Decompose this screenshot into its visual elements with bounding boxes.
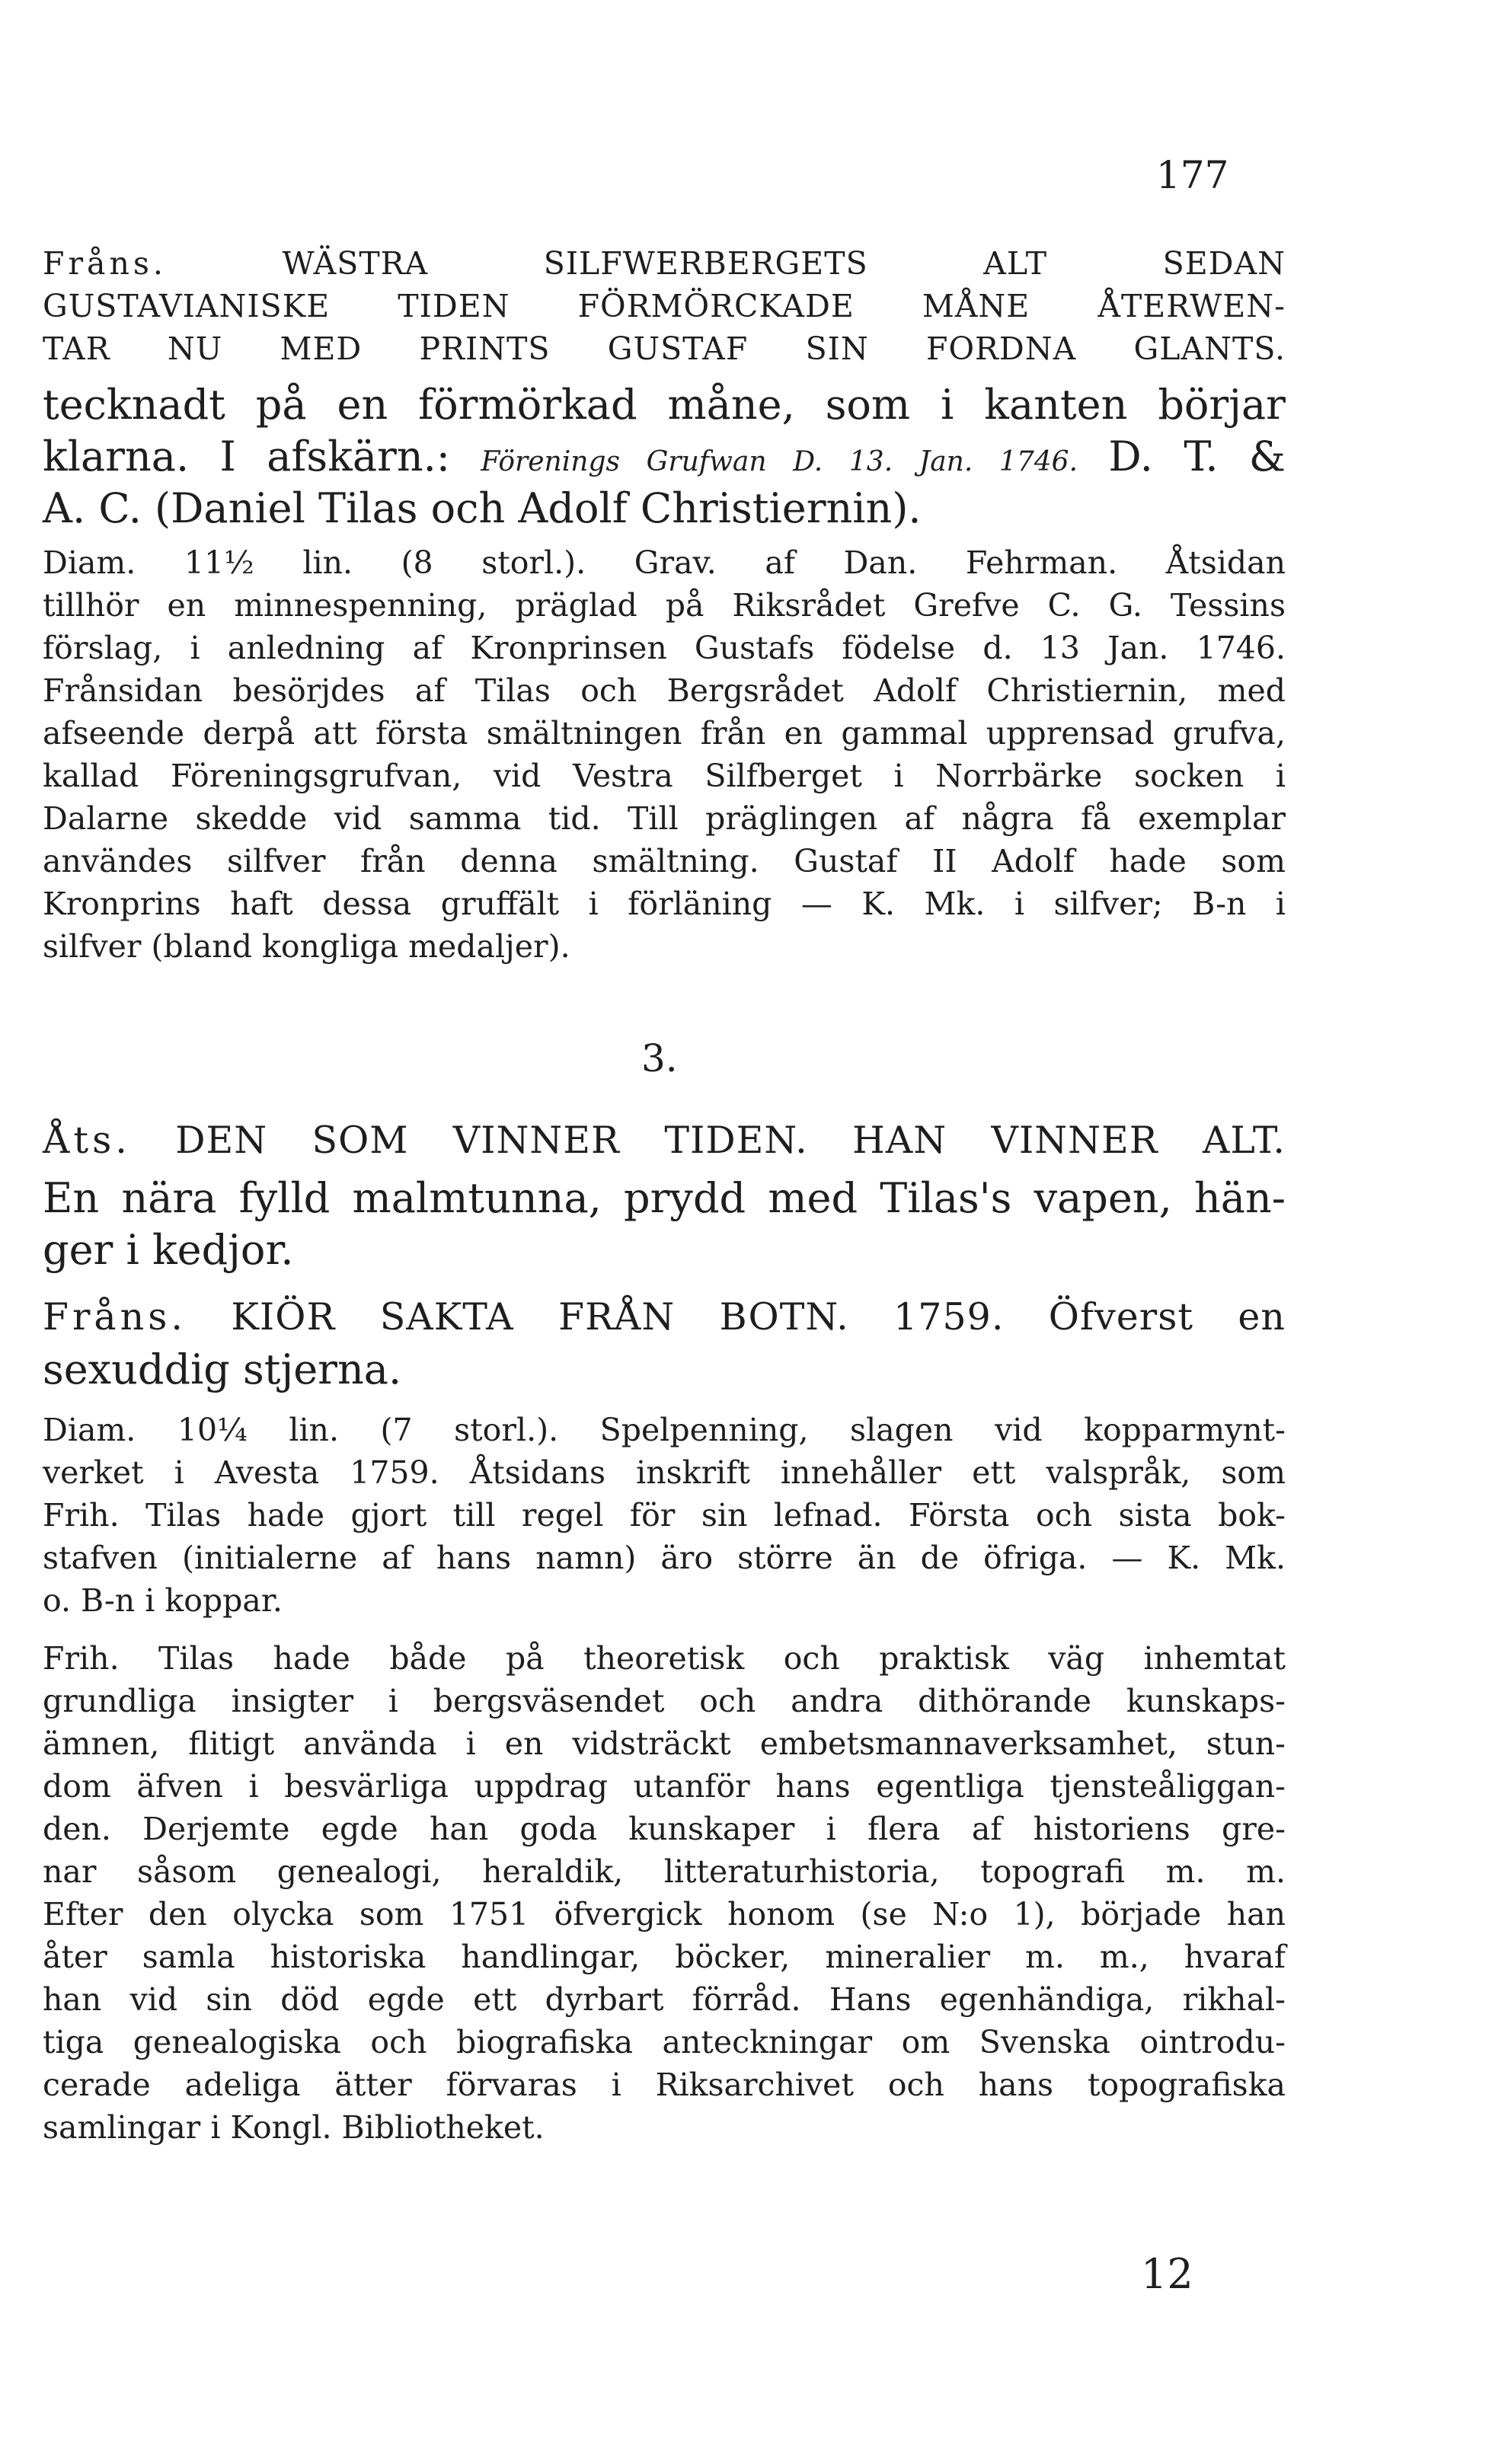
- exergue-inscription: Förenings Grufwan D. 13. Jan. 1746.: [481, 446, 1078, 477]
- exergue-label: klarna. I afskärn.:: [43, 432, 481, 480]
- note-line: användes silfver från denna smältning. Gustaf II Adolf hade som: [43, 843, 1286, 879]
- biography-line: ämnen, flitigt använda i en vidsträckt embetsmannaverksamhet, stun-: [43, 1725, 1286, 1762]
- biography-line: Frih. Tilas hade både på theoretisk och praktisk väg inhemtat: [43, 1640, 1286, 1677]
- biography-line: den. Derjemte egde han goda kunskaper i flera af historiens gre-: [43, 1811, 1286, 1847]
- reverse-description-line: sexuddig stjerna.: [43, 1345, 402, 1393]
- signature-mark: 12: [1141, 2250, 1193, 2298]
- initials-continued: A. C.: [43, 484, 142, 532]
- note-line: Frånsidan besörjdes af Tilas och Bergsrådet Adolf Christiernin, med: [43, 672, 1286, 709]
- obverse-description-line-2: ger i kedjor.: [43, 1226, 294, 1274]
- biography-line: nar såsom genealogi, heraldik, litteraturhistoria, topografi m. m.: [43, 1853, 1286, 1890]
- reverse-legend-line-1: [43, 242, 1286, 285]
- note-line: Diam. 11½ lin. (8 storl.). Grav. af Dan. Fehrman. Åtsidan: [43, 544, 1286, 581]
- biography-line: grundliga insigter i bergsväsendet och andra dithörande kunskaps-: [43, 1683, 1286, 1719]
- biography-line: åter samla historiska handlingar, böcker, mineralier m. m., hvaraf: [43, 1939, 1286, 1975]
- note-line: verket i Avesta 1759. Åtsidans inskrift innehåller ett valspråk, som: [43, 1454, 1286, 1491]
- biography-line: tiga genealogiska och biografiska anteckningar om Svenska ointrodu-: [43, 2024, 1286, 2060]
- reverse-legend-text-1: WÄSTRA SILFWERBERGETS ALT SEDAN: [166, 245, 1286, 282]
- obverse-legend-line: [43, 1116, 1286, 1166]
- reverse-description-line-3: [43, 483, 1286, 535]
- reverse-legend-line: [43, 1292, 1286, 1342]
- biography-line: cerade adeliga ätter förvaras i Riksarchivet och hans topografiska: [43, 2067, 1286, 2103]
- note-line: stafven (initialerne af hans namn) äro större än de öfriga. — K. Mk.: [43, 1540, 1286, 1576]
- section-number: 3.: [641, 1036, 678, 1080]
- names-text: (Daniel Tilas och Adolf Christiernin).: [141, 484, 922, 532]
- note-line: Kronprins haft dessa gruffält i förläning — K. Mk. i silfver; B-n i: [43, 886, 1286, 922]
- note-line: förslag, i anledning af Kronprinsen Gustafs födelse d. 13 Jan. 1746.: [43, 630, 1286, 666]
- biography-line: Efter den olycka som 1751 öfvergick honom (se N:o 1), började han: [43, 1896, 1286, 1933]
- biography-line: han vid sin död egde ett dyrbart förråd. Hans egenhändiga, rikhal-: [43, 1981, 1286, 2018]
- biography-line: dom äfven i besvärliga uppdrag utanför hans egentliga tjensteåliggan-: [43, 1768, 1286, 1805]
- note-line: Dalarne skedde vid samma tid. Till präglingen af några få exemplar: [43, 800, 1286, 837]
- note-line: afseende derpå att första smältningen från en gammal upprensad grufva,: [43, 715, 1286, 752]
- reverse-legend-line-3: TAR NU MED PRINTS GUSTAF SIN FORDNA GLANTS.: [43, 330, 1286, 367]
- frans-label: Fråns.: [43, 245, 167, 282]
- reverse-legend-line-2: GUSTAVIANISKE TIDEN FÖRMÖRCKADE MÅNE ÅTERWEN-: [43, 288, 1286, 324]
- frans-label: Fråns.: [43, 1295, 187, 1339]
- note-line: Diam. 10¼ lin. (7 storl.). Spelpenning, slagen vid kopparmynt-: [43, 1412, 1286, 1448]
- note-line: o. B-n i koppar.: [43, 1582, 283, 1619]
- obverse-legend-text: DEN SOM VINNER TIDEN. HAN VINNER ALT.: [130, 1119, 1286, 1162]
- obverse-description-line-1: En nära fylld malmtunna, prydd med Tilas's vapen, hän-: [43, 1174, 1286, 1222]
- note-line: silfver (bland kongliga medaljer).: [43, 928, 570, 965]
- note-line: kallad Föreningsgrufvan, vid Vestra Silfberget i Norrbärke socken i: [43, 758, 1286, 794]
- note-line: tillhör en minnespenning, präglad på Riksrådet Grefve C. G. Tessins: [43, 587, 1286, 624]
- note-line: Frih. Tilas hade gjort till regel för sin lefnad. Första och sista bok-: [43, 1497, 1286, 1534]
- ats-label: Åts.: [43, 1119, 131, 1162]
- biography-line: samlingar i Kongl. Bibliotheket.: [43, 2109, 545, 2146]
- initials-text: D. T. &: [1078, 432, 1286, 480]
- page-number: 177: [1156, 153, 1229, 197]
- reverse-description-line-2: [43, 431, 1286, 488]
- reverse-legend-text: KIÖR SAKTA FRÅN BOTN. 1759. Öfverst en: [186, 1295, 1286, 1339]
- reverse-description-line-1: tecknadt på en förmörkad måne, som i kanten börjar: [43, 381, 1286, 429]
